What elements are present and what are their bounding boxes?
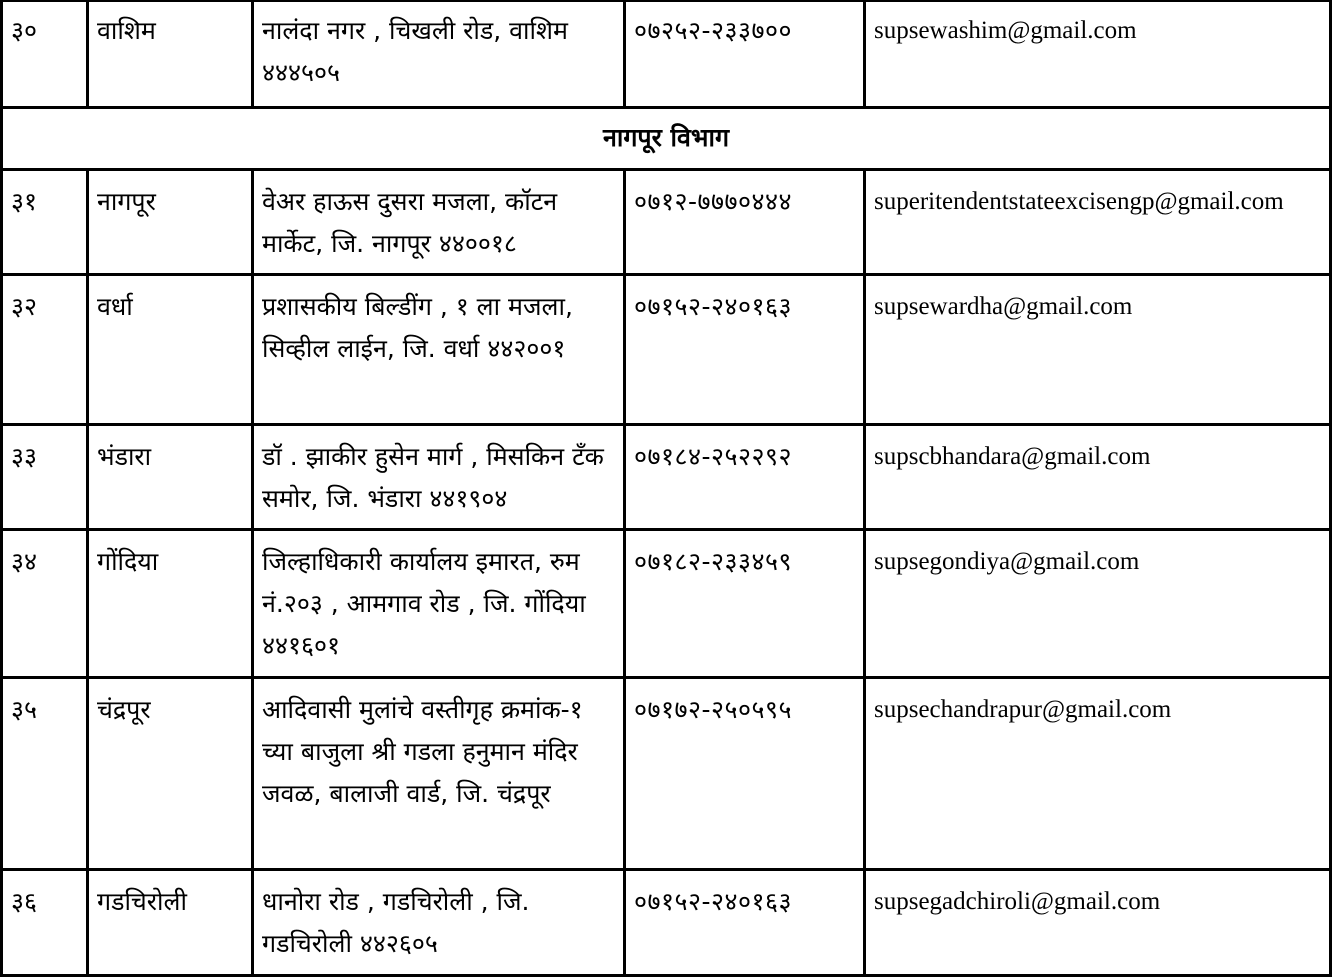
district-name: वाशिम: [88, 1, 253, 107]
phone-number: ०७१५२-२४०१६३: [625, 869, 865, 975]
email-address: supsewashim@gmail.com: [865, 1, 1331, 107]
email-address: supsewardha@gmail.com: [865, 274, 1331, 424]
serial-number: ३५: [2, 677, 88, 869]
table-row: [2, 424, 1331, 529]
district-name: नागपूर: [88, 169, 253, 274]
serial-number: ३६: [2, 869, 88, 975]
email-address: supsegondiya@gmail.com: [865, 529, 1331, 677]
office-address: नालंदा नगर , चिखली रोड, वाशिम ४४४५०५: [253, 1, 625, 107]
district-name: चंद्रपूर: [88, 677, 253, 869]
email-address: superitendentstateexcisengp@gmail.com: [865, 169, 1331, 274]
table-row: [2, 1, 1331, 107]
email-address: supsechandrapur@gmail.com: [865, 677, 1331, 869]
office-address: प्रशासकीय बिल्डींग , १ ला मजला, सिव्हील लाईन, जि. वर्धा ४४२००१: [253, 274, 625, 424]
table-row: [2, 274, 1331, 424]
division-header-row: [2, 107, 1331, 169]
district-name: भंडारा: [88, 424, 253, 529]
district-name: गडचिरोली: [88, 869, 253, 975]
district-name: गोंदिया: [88, 529, 253, 677]
serial-number: ३१: [2, 169, 88, 274]
email-address: supscbhandara@gmail.com: [865, 424, 1331, 529]
phone-number: ०७१८४-२५२२९२: [625, 424, 865, 529]
table-row: [2, 869, 1331, 975]
district-name: वर्धा: [88, 274, 253, 424]
office-address: आदिवासी मुलांचे वस्तीगृह क्रमांक-१ च्या बाजुला श्री गडला हनुमान मंदिर जवळ, बालाजी वार्ड, जि. चंद्रपूर: [253, 677, 625, 869]
phone-number: ०७१२-७७७०४४४: [625, 169, 865, 274]
division-title: नागपूर विभाग: [2, 107, 1331, 169]
serial-number: ३३: [2, 424, 88, 529]
office-address: वेअर हाऊस दुसरा मजला, कॉटन मार्केट, जि. नागपूर ४४००१८: [253, 169, 625, 274]
phone-number: ०७१५२-२४०१६३: [625, 274, 865, 424]
table-row: [2, 529, 1331, 677]
serial-number: ३०: [2, 1, 88, 107]
phone-number: ०७१८२-२३३४५९: [625, 529, 865, 677]
phone-number: ०७१७२-२५०५९५: [625, 677, 865, 869]
phone-number: ०७२५२-२३३७००: [625, 1, 865, 107]
email-address: supsegadchiroli@gmail.com: [865, 869, 1331, 975]
serial-number: ३४: [2, 529, 88, 677]
office-address: धानोरा रोड , गडचिरोली , जि. गडचिरोली ४४२६०५: [253, 869, 625, 975]
table-row: [2, 169, 1331, 274]
serial-number: ३२: [2, 274, 88, 424]
office-address: जिल्हाधिकारी कार्यालय इमारत, रुम नं.२०३ , आमगाव रोड , जि. गोंदिया ४४१६०१: [253, 529, 625, 677]
office-address: डॉ . झाकीर हुसेन मार्ग , मिसकिन टँक समोर, जि. भंडारा ४४१९०४: [253, 424, 625, 529]
table-row: [2, 677, 1331, 869]
